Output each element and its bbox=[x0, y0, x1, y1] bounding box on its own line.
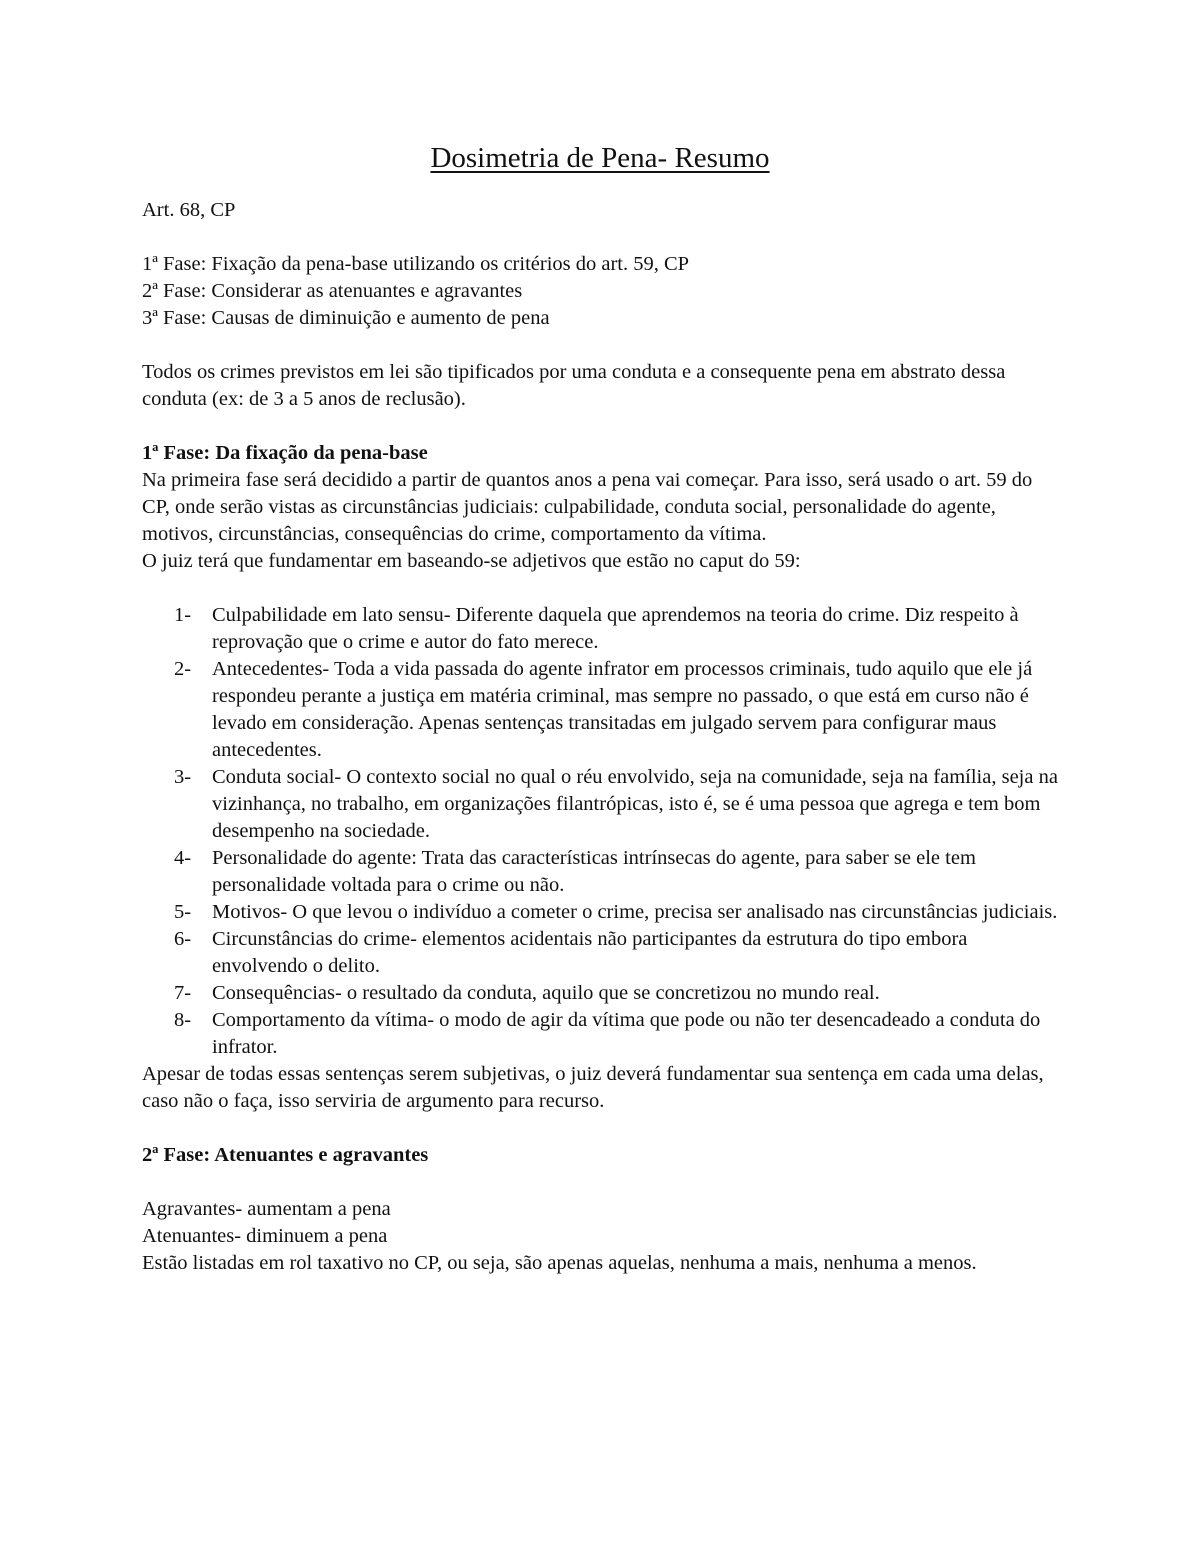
phase2-heading: 2ª Fase: Atenuantes e agravantes bbox=[142, 1144, 429, 1166]
list-item bbox=[142, 764, 1058, 845]
phase2-line: Agravantes- aumentam a pena bbox=[142, 1198, 391, 1220]
document-title: Dosimetria de Pena- Resumo bbox=[430, 142, 770, 174]
phase1-heading: 1ª Fase: Da fixação da pena-base bbox=[142, 442, 428, 464]
phase2-line: Estão listadas em rol taxativo no CP, ou seja, são apenas aquelas, nenhuma a mais, nenhuma a menos. bbox=[142, 1252, 977, 1274]
list-item-number: 5- bbox=[174, 901, 192, 923]
list-item-text: Antecedentes- Toda a vida passada do agente infrator em processos criminais, tudo aquilo que ele já respondeu perante a justiça em matéria criminal, mas sempre no passado, o que está em curso não é levado em consideração. Apenas sentenças transitadas em julgado servem para configurar maus antecedentes. bbox=[212, 658, 1033, 761]
list-item bbox=[142, 656, 1058, 764]
list-item bbox=[142, 602, 1058, 656]
list-item-text: Motivos- O que levou o indivíduo a cometer o crime, precisa ser analisado nas circunstâncias judiciais. bbox=[212, 901, 1058, 923]
list-item-number: 8- bbox=[174, 1009, 192, 1031]
phase-overview-line: 2ª Fase: Considerar as atenuantes e agravantes bbox=[142, 280, 523, 302]
list-item-text: Personalidade do agente: Trata das características intrínsecas do agente, para saber se ele tem personalidade voltada para o crime ou não. bbox=[212, 847, 976, 896]
list-item-text: Comportamento da vítima- o modo de agir da vítima que pode ou não ter desencadeado a conduta do infrator. bbox=[212, 1009, 1041, 1058]
criteria-list bbox=[142, 602, 1058, 1061]
list-item bbox=[142, 1007, 1058, 1061]
phase1-closing-paragraph: Apesar de todas essas sentenças serem subjetivas, o juiz deverá fundamentar sua sentença em cada uma delas, caso não o faça, isso serviria de argumento para recurso. bbox=[142, 1063, 1044, 1112]
list-item-number: 1- bbox=[174, 604, 192, 626]
list-item-number: 3- bbox=[174, 766, 192, 788]
phases-overview bbox=[142, 251, 1058, 332]
list-item-number: 6- bbox=[174, 928, 192, 950]
list-item-text: Circunstâncias do crime- elementos acidentais não participantes da estrutura do tipo embora envolvendo o delito. bbox=[212, 928, 968, 977]
phase2-section bbox=[142, 1142, 1058, 1277]
list-item-text: Culpabilidade em lato sensu- Diferente daquela que aprendemos na teoria do crime. Diz respeito à reprovação que o crime e autor do fato merece. bbox=[212, 604, 1019, 653]
phase1-section bbox=[142, 440, 1058, 1115]
list-item bbox=[142, 899, 1058, 926]
list-item-text: Conduta social- O contexto social no qual o réu envolvido, seja na comunidade, seja na família, seja na vizinhança, no trabalho, em organizações filantrópicas, isto é, se é uma pessoa que agrega e tem bom desempenho na sociedade. bbox=[212, 766, 1058, 842]
phase2-line: Atenuantes- diminuem a pena bbox=[142, 1225, 388, 1247]
list-item-number: 7- bbox=[174, 982, 192, 1004]
phase-overview-line: 1ª Fase: Fixação da pena-base utilizando os critérios do art. 59, CP bbox=[142, 253, 690, 275]
list-item-number: 2- bbox=[174, 658, 192, 680]
list-item bbox=[142, 926, 1058, 980]
list-item-number: 4- bbox=[174, 847, 192, 869]
list-item bbox=[142, 980, 1058, 1007]
article-reference: Art. 68, CP bbox=[142, 199, 236, 221]
intro-paragraph: Todos os crimes previstos em lei são tipificados por uma conduta e a consequente pena em abstrato dessa conduta (ex: de 3 a 5 anos de reclusão). bbox=[142, 361, 1006, 410]
phase1-paragraph: Na primeira fase será decidido a partir de quantos anos a pena vai começar. Para isso, será usado o art. 59 do CP, onde serão vistas as circunstâncias judiciais: culpabilidade, conduta social, personalidade do agente, motivos, circunstâncias, consequências do crime, comportamento da vítima. bbox=[142, 469, 1033, 545]
phase1-paragraph: O juiz terá que fundamentar em baseando-se adjetivos que estão no caput do 59: bbox=[142, 550, 801, 572]
list-item bbox=[142, 845, 1058, 899]
phase-overview-line: 3ª Fase: Causas de diminuição e aumento de pena bbox=[142, 307, 550, 329]
list-item-text: Consequências- o resultado da conduta, aquilo que se concretizou no mundo real. bbox=[212, 982, 880, 1004]
